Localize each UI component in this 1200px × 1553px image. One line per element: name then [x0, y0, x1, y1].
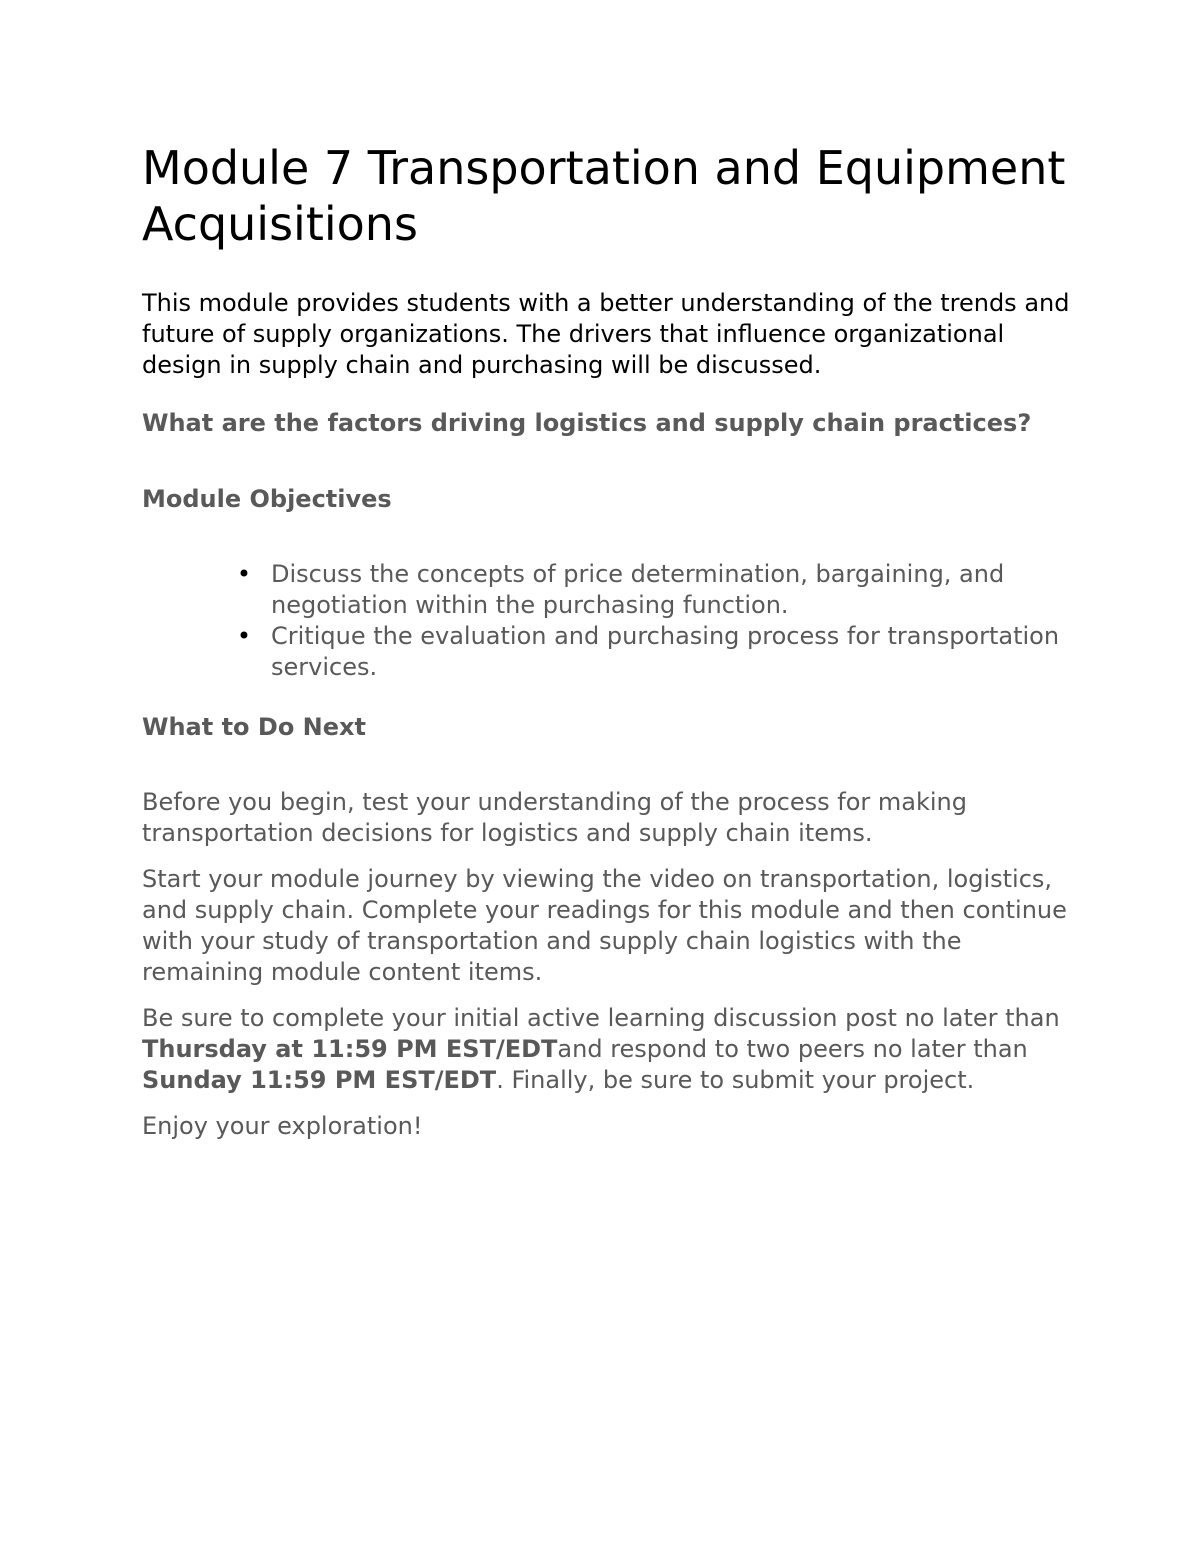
objectives-list — [142, 559, 1072, 683]
document-title: Module 7 Transportation and Equipment Acquisitions — [142, 141, 1066, 251]
module-journey-paragraph: Start your module journey by viewing the video on transportation, logistics, and supply chain. Complete your readings for this module and then continue with your study of transportation and supply chain logistics with the remaining module content items. — [142, 865, 1067, 986]
intro-paragraph: This module provides students with a better understanding of the trends and future of supply organizations. The drivers that influence organizational design in supply chain and purchasing will be discussed. — [142, 289, 1070, 379]
document-page — [142, 140, 1072, 1142]
thursday-deadline: Thursday at 11:59 PM EST/EDT — [142, 1035, 558, 1063]
objective-text: Discuss the concepts of price determination, bargaining, and negotiation within the purchasing function. — [271, 560, 1005, 619]
objective-text: Critique the evaluation and purchasing process for transportation services. — [271, 622, 1060, 681]
question-heading: What are the factors driving logistics and supply chain practices? — [142, 409, 1032, 437]
bullet-icon: • — [236, 622, 252, 650]
objective-item — [236, 559, 1072, 621]
deadline-text: Be sure to complete your initial active learning discussion post no later than — [142, 1004, 1060, 1032]
objectives-heading: Module Objectives — [142, 485, 392, 513]
before-you-begin-paragraph: Before you begin, test your understanding of the process for making transportation decisions for logistics and supply chain items. — [142, 788, 967, 847]
objective-item — [236, 621, 1072, 683]
sunday-deadline: Sunday 11:59 PM EST/EDT — [142, 1066, 497, 1094]
deadline-paragraph — [142, 1003, 1072, 1096]
next-steps-heading: What to Do Next — [142, 713, 366, 741]
bullet-icon: • — [236, 560, 252, 588]
deadline-text: and respond to two peers no later than — [557, 1035, 1028, 1063]
closing-line: Enjoy your exploration! — [142, 1112, 423, 1140]
deadline-text: . Finally, be sure to submit your project. — [496, 1066, 975, 1094]
